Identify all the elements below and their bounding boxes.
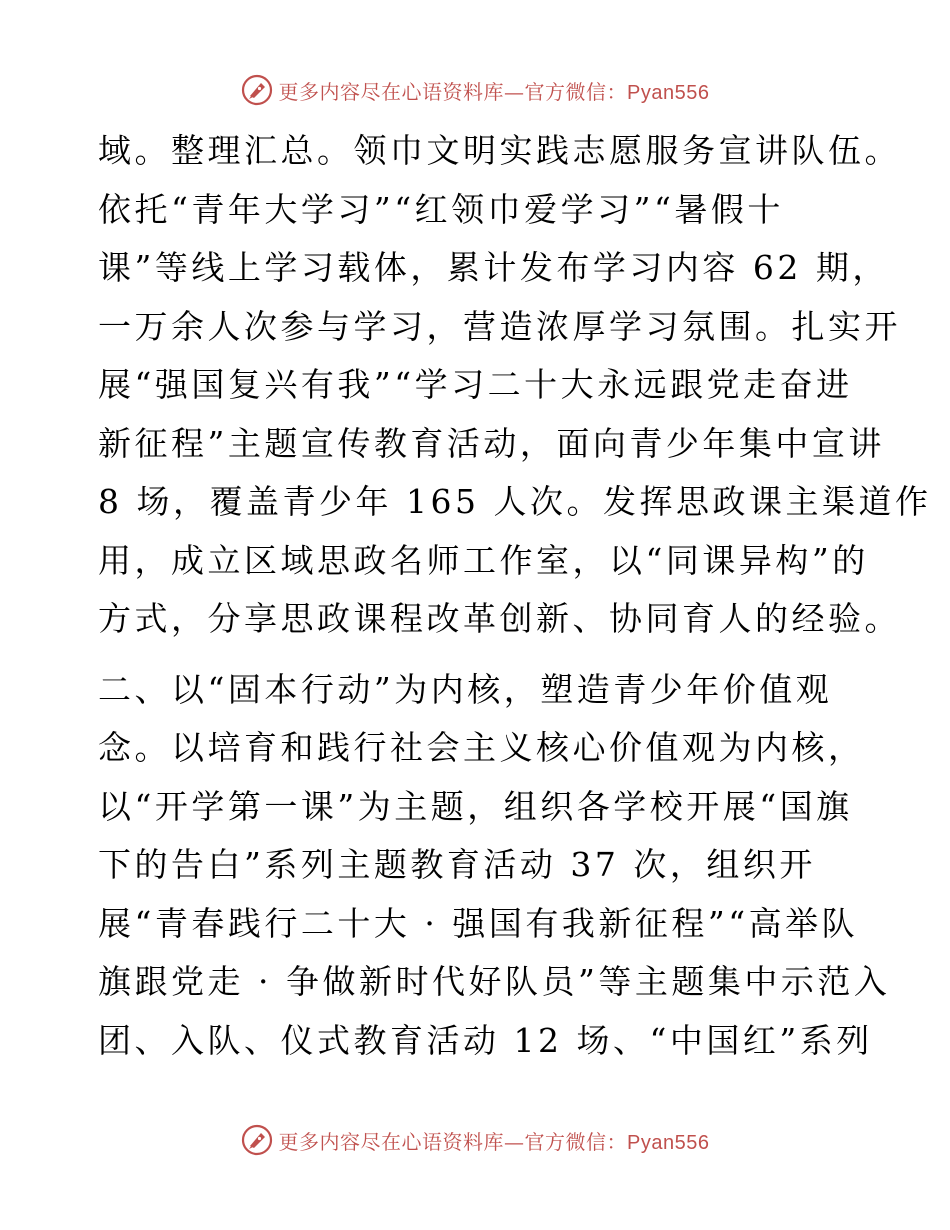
- text-line: 域。整理汇总。领巾文明实践志愿服务宣讲队伍。: [98, 131, 901, 170]
- document-body: [98, 122, 932, 1070]
- paragraph-1: [98, 122, 932, 649]
- banner-brand: 更多内容尽在心语资料库: [278, 1129, 505, 1154]
- text-line: 依托“青年大学习”“红领巾爱学习”“暑假十: [98, 189, 784, 229]
- text-line: 念。以培育和践行社会主义核心价值观为内核，: [98, 728, 865, 767]
- banner-wechat-label: 官方微信：: [524, 79, 628, 104]
- banner-separator: —: [504, 79, 525, 104]
- banner-brand: 更多内容尽在心语资料库: [278, 79, 505, 104]
- text-line: 展“青春践行二十大 · 强国有我新征程”“高举队: [98, 903, 859, 943]
- paragraph-2: [98, 661, 891, 1071]
- footer-banner: [0, 1120, 950, 1160]
- banner-wechat-id: Pyan556: [627, 1131, 710, 1154]
- paragraph-gap: [98, 649, 858, 661]
- text-line: 旗跟党走 · 争做新时代好队员”等主题集中示范入: [98, 962, 891, 1001]
- banner-wechat-label: 官方微信：: [524, 1129, 628, 1154]
- banner-text: [279, 76, 710, 105]
- text-line: 方式，分享思政课程改革创新、协同育人的经验。: [98, 599, 901, 638]
- pen-nib-logo-icon: [241, 74, 273, 106]
- banner-wechat-id: Pyan556: [627, 81, 710, 104]
- text-line: 二、以“固本行动”为内核，塑造青少年价值观: [98, 669, 833, 709]
- text-line: 8 场，覆盖青少年 165 人次。发挥思政课主渠道作: [98, 482, 932, 521]
- header-banner: [0, 70, 950, 110]
- pen-nib-logo-icon: [241, 1124, 273, 1156]
- text-line: 团、入队、仪式教育活动 12 场、“中国红”系列: [98, 1020, 873, 1060]
- text-line: 以“开学第一课”为主题，组织各学校开展“国旗: [98, 786, 853, 826]
- banner-text: [279, 1126, 710, 1155]
- text-line: 新征程”主题宣传教育活动，面向青少年集中宣讲: [98, 423, 885, 463]
- text-line: 课”等线上学习载体，累计发布学习内容 62 期，: [98, 248, 889, 287]
- text-line: 一万余人次参与学习，营造浓厚学习氛围。扎实开: [98, 306, 901, 346]
- banner-separator: —: [504, 1129, 525, 1154]
- text-line: 展“强国复兴有我”“学习二十大永远跟党走奋进: [98, 365, 853, 404]
- text-line: 用，成立区域思政名师工作室，以“同课异构”的: [98, 540, 869, 580]
- text-line: 下的告白”系列主题教育活动 37 次，组织开: [98, 845, 816, 884]
